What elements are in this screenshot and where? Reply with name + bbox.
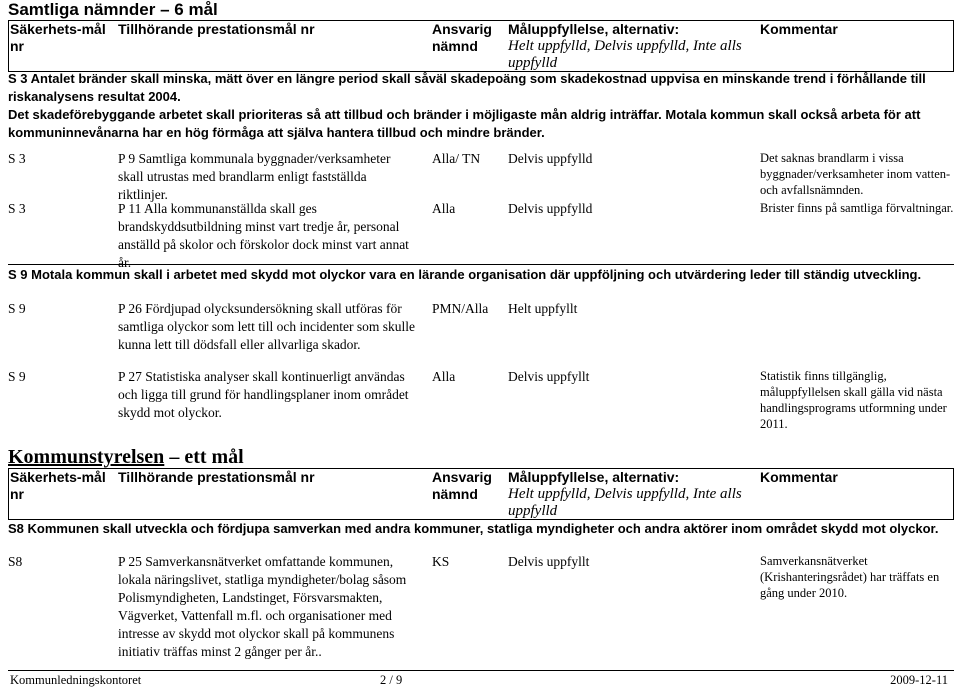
row-resp: Alla/ TN <box>432 151 481 166</box>
row-resp: Alla <box>432 369 456 384</box>
header-status-title: Måluppfyllelse, alternativ: <box>508 469 680 485</box>
row-goal-text: Fördjupad olycksundersökning skall utföras för samtliga olyckor som lett till och incidenter som skulle kunna lett till dödsfall eller allvarliga skador. <box>118 301 415 352</box>
row-status: Delvis uppfylld <box>508 151 593 166</box>
row-id: S 9 <box>8 369 26 384</box>
row-goal <box>118 200 418 272</box>
goal-s3-text2: Det skadeförebyggande arbetet skall prioriteras så att tillbud och bränder i möjligaste mån aldrig inträffar. Motala kommun skall också arbeta för att kommuninnevånarna har en hög förmåga att själva hantera tillbud och mindre bränder. <box>8 107 921 140</box>
header-status-title: Måluppfyllelse, alternativ: <box>508 21 680 37</box>
row-goal-text: Statistiska analyser skall kontinuerligt användas och ligga till grund för handlingsplaner inom området skydd mot olyckor. <box>118 369 409 420</box>
table-header-1 <box>8 20 954 72</box>
row-goal <box>118 300 418 354</box>
header-col-comment: Kommentar <box>760 21 838 37</box>
row-status: Delvis uppfyllt <box>508 369 590 384</box>
header-col-goal: Tillhörande prestationsmål nr <box>118 469 315 485</box>
section-title-samtliga: Samtliga nämnder – 6 mål <box>8 0 218 19</box>
header-col-id: Säkerhets-mål nr <box>10 469 106 502</box>
row-goal <box>118 150 418 204</box>
row-resp: PMN/Alla <box>432 301 489 316</box>
row-goal <box>118 553 414 661</box>
row-goal-no: P 11 <box>118 201 142 216</box>
goal-s3-text: S 3 Antalet bränder skall minska, mätt över en längre period skall såväl skadepoäng som skadekostnad uppvisa en minskande trend i förhållande till riskanalysens resultat 2004. <box>8 71 926 104</box>
section-title-kommunstyrelsen <box>8 446 244 468</box>
header-col-status <box>508 21 758 72</box>
row-goal <box>118 368 418 422</box>
header-status-options: Helt uppfylld, Delvis uppfylld, Inte alls uppfylld <box>508 486 742 519</box>
row-id: S 3 <box>8 151 26 166</box>
footer-office: Kommunledningskontoret <box>10 673 142 687</box>
footer-page-number: 2 / 9 <box>380 673 403 687</box>
row-goal-text: Samtliga kommunala byggnader/verksamheter skall utrustas med brandlarm enligt fastställda riktlinjer. <box>118 151 391 202</box>
header-col-resp: Ansvarig nämnd <box>432 21 492 54</box>
row-goal-text: Samverkansnätverket omfattande kommunen, lokala näringslivet, statliga myndigheter/bolag såsom Polismyndigheten, Landstinget, Försvarsmakten, Vägverket, Vattenfall m.fl. och organisationer med intresse av skydd mot olyckor skall på kommunens initiativ träffas minst 2 gånger per år.. <box>118 554 407 659</box>
row-comment: Statistik finns tillgänglig, måluppfyllelsen skall gälla vid nästa handlingsprograms utformning under 2011. <box>760 369 947 431</box>
row-resp: KS <box>432 554 450 569</box>
row-goal-no: P 9 <box>118 151 136 166</box>
table-header-2 <box>8 468 954 520</box>
header-col-status <box>508 469 758 520</box>
row-comment: Brister finns på samtliga förvaltningar. <box>760 201 954 215</box>
header-col-resp: Ansvarig nämnd <box>432 469 492 502</box>
row-id: S 9 <box>8 301 26 316</box>
row-comment: Samverkansnätverket (Krishanteringsrådet) har träffats en gång under 2010. <box>760 554 940 600</box>
row-goal-no: P 27 <box>118 369 142 384</box>
row-comment: Det saknas brandlarm i vissa byggnader/verksamheter inom vatten- och avfallsnämnden. <box>760 151 951 197</box>
row-goal-no: P 26 <box>118 301 142 316</box>
row-goal-text: Alla kommunanställda skall ges brandskyddsutbildning minst vart tredje år, personal anställd på skolor och förskolor dock minst vart annat år. <box>118 201 409 270</box>
section-title-part2: – ett mål <box>169 446 244 468</box>
row-id: S 3 <box>8 201 26 216</box>
row-id: S8 <box>8 554 23 569</box>
goal-s9-text: S 9 Motala kommun skall i arbetet med skydd mot olyckor vara en lärande organisation där uppföljning och utvärdering leder till ständig utveckling. <box>8 264 954 284</box>
section-title-part1: Kommunstyrelsen <box>8 446 165 468</box>
footer-date: 2009-12-11 <box>890 673 948 687</box>
header-status-options: Helt uppfylld, Delvis uppfylld, Inte alls uppfylld <box>508 38 742 71</box>
row-goal-no: P 25 <box>118 554 142 569</box>
row-status: Delvis uppfyllt <box>508 554 590 569</box>
page-footer <box>8 670 954 687</box>
row-status: Helt uppfyllt <box>508 301 578 316</box>
row-resp: Alla <box>432 201 456 216</box>
header-col-id: Säkerhets-mål nr <box>10 21 106 54</box>
header-col-goal: Tillhörande prestationsmål nr <box>118 21 315 37</box>
row-status: Delvis uppfylld <box>508 201 593 216</box>
goal-s8-text: S8 Kommunen skall utveckla och fördjupa samverkan med andra kommuner, statliga myndigheter och andra aktörer inom området skydd mot olyckor. <box>8 521 939 536</box>
header-col-comment: Kommentar <box>760 469 838 485</box>
